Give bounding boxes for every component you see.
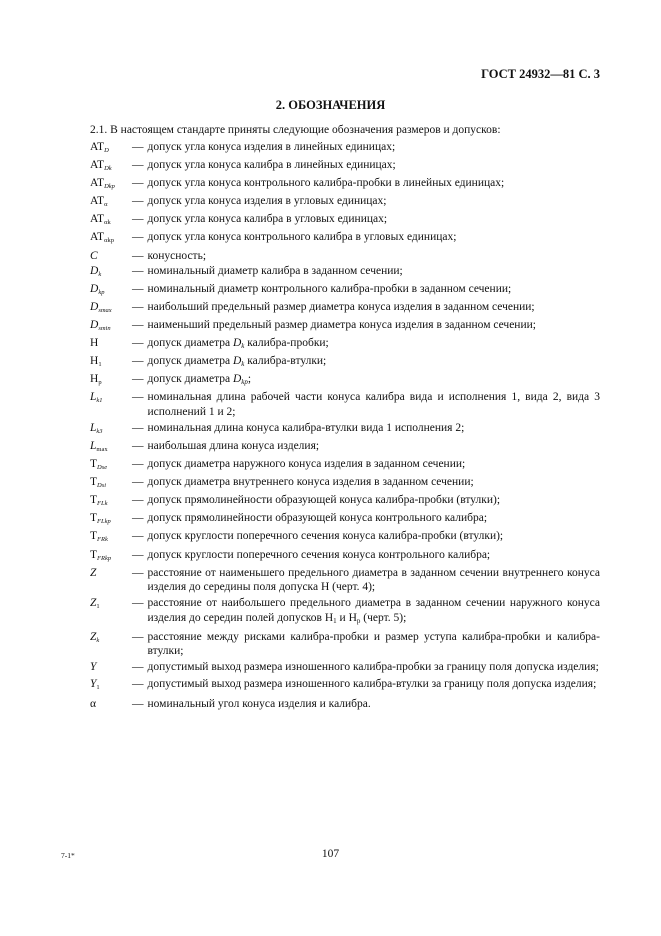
symbol: $AT_{Dkp}$: [90, 177, 115, 191]
symbol: $T_{FLk}$: [90, 494, 108, 508]
definition-text: наименьший предельный размер диаметра конуса изделия в заданном сечении;: [147, 318, 536, 331]
definition-text: номинальный диаметр калибра в заданном сечении;: [147, 264, 403, 277]
definition-text: наибольший предельный размер диаметра конуса изделия в заданном сечении;: [147, 300, 535, 313]
definition-row: $Z_k$ — расстояние между рисками калибра-пробки и размер уступа калибра-пробки и калибра-втулки;: [90, 630, 600, 658]
symbol: $AT_{\alpha kp}$: [90, 231, 114, 245]
definition-text: конусность;: [147, 249, 207, 262]
definition-row: $AT_{\alpha k}$ — допуск угла конуса калибра в угловых единицах;: [90, 212, 600, 230]
symbol: $T_{FRk}$: [90, 530, 108, 544]
definition-text: допуск круглости поперечного сечения конуса калибра-пробки (втулки);: [147, 530, 504, 543]
symbol: $AT_{Dk}$: [90, 159, 112, 173]
definition-text: номинальный угол конуса изделия и калибра.: [147, 698, 371, 711]
symbol: $AT_\alpha$: [90, 195, 108, 209]
definition-text: допустимый выход размера изношенного калибра-пробки за границу поля допуска изделия;: [147, 661, 599, 674]
definition-row: α — номинальный угол конуса изделия и калибра.: [90, 697, 600, 712]
definition-row: $L_{k1}$ — номинальная длина рабочей части конуса калибра вида и исполнения 1, вида 2, вида 3 исполнений 1 и 2;: [90, 391, 600, 418]
definition-row: $Z_1$ — расстояние от наибольшего предельного диаметра в заданном сечении наружного конуса изделия до середин полей допусков $H_1$ и $H_p$ (черт. 5);: [90, 596, 600, 628]
symbol: $Z_k$: [90, 630, 100, 644]
definition-row: $AT_D$ — допуск угла конуса изделия в линейных единицах;: [90, 140, 600, 158]
symbol: $D_{smin}$: [90, 318, 111, 332]
definition-text: допуск диаметра $D_k$ калибра-втулки;: [147, 355, 327, 369]
symbol: $T_{Dse}$: [90, 458, 108, 472]
definition-text: допуск диаметра наружного конуса изделия в заданном сечении;: [147, 458, 466, 471]
definition-text: допуск диаметра $D_{kp}$;: [147, 373, 252, 387]
definition-row: Z — расстояние от наименьшего предельного диаметра в заданном сечении внутреннего конуса изделия до середины поля допуска H (черт. 4);: [90, 566, 600, 593]
definition-text: расстояние между рисками калибра-пробки и размер уступа калибра-пробки и калибра-втулки;: [147, 630, 600, 658]
symbol: $L_{k3}$: [90, 421, 103, 435]
definition-text: допуск угла конуса изделия в линейных единицах;: [147, 141, 396, 153]
symbol: $AT_D$: [90, 141, 109, 154]
definition-row: $AT_{Dkp}$ — допуск угла конуса контрольного калибра-пробки в линейных единицах;: [90, 176, 600, 194]
definition-row: $D_k$ — номинальный диаметр калибра в заданном сечении;: [90, 264, 600, 282]
intro-paragraph: 2.1. В настоящем стандарте приняты следующие обозначения размеров и допусков:: [90, 124, 501, 136]
symbol: $D_{smax}$: [90, 300, 112, 314]
symbol: $H_1$: [90, 355, 102, 369]
definition-row: C — конусность;: [90, 249, 600, 264]
symbol: $Z_1$: [90, 597, 100, 611]
definition-text: допуск угла конуса контрольного калибра-пробки в линейных единицах;: [147, 177, 505, 190]
signature-mark: 7-1*: [61, 851, 75, 860]
definition-row: $D_{kp}$ — номинальный диаметр контрольного калибра-пробки в заданном сечении;: [90, 282, 600, 300]
section-title: 2. ОБОЗНАЧЕНИЯ: [275, 98, 386, 112]
definition-text: допустимый выход размера изношенного калибра-втулки за границу поля допуска изделия;: [147, 677, 597, 690]
page-number: 107: [321, 848, 340, 860]
definition-row: $T_{Dse}$ — допуск диаметра наружного конуса изделия в заданном сечении;: [90, 457, 600, 475]
definition-text: допуск угла конуса калибра в линейных единицах;: [147, 159, 396, 172]
definition-row: H — допуск диаметра $D_k$ калибра-пробки;: [90, 336, 600, 354]
definition-text: расстояние от наибольшего предельного диаметра в заданном сечении наружного конуса изделия до середин полей допусков $H_1$ и $H_p$ (черт. 5);: [147, 597, 600, 625]
definition-text: допуск прямолинейности образующей конуса калибра-пробки (втулки);: [147, 494, 501, 507]
symbol: Y: [90, 661, 97, 674]
symbol: $H_p$: [90, 373, 102, 387]
definition-text: допуск прямолинейности образующей конуса контрольного калибра;: [147, 512, 488, 525]
symbol: $D_k$: [90, 264, 102, 278]
definition-row: $AT_{Dk}$ — допуск угла конуса калибра в линейных единицах;: [90, 158, 600, 176]
symbol: $T_{Dsi}$: [90, 476, 107, 490]
definition-text: допуск круглости поперечного сечения конуса контрольного калибра;: [147, 548, 491, 561]
definition-row: $H_p$ — допуск диаметра $D_{kp}$;: [90, 372, 600, 390]
symbol: α: [90, 698, 97, 711]
definition-text: номинальная длина конуса калибра-втулки вида 1 исполнения 2;: [147, 421, 465, 434]
definition-row: $D_{smax}$ — наибольший предельный размер диаметра конуса изделия в заданном сечении;: [90, 300, 600, 318]
definition-row: $AT_\alpha$ — допуск угла конуса изделия в угловых единицах;: [90, 194, 600, 212]
symbol: $Y_1$: [90, 677, 100, 691]
definition-text: расстояние от наименьшего предельного диаметра в заданном сечении внутреннего конуса изделия до середины поля допуска H (черт. 4);: [147, 566, 600, 593]
definition-row: $D_{smin}$ — наименьший предельный размер диаметра конуса изделия в заданном сечении;: [90, 318, 600, 336]
definition-row: $T_{Dsi}$ — допуск диаметра внутреннего конуса изделия в заданном сечении;: [90, 475, 600, 493]
definition-row: $H_1$ — допуск диаметра $D_k$ калибра-втулки;: [90, 354, 600, 372]
symbol: $L_{k1}$: [90, 391, 103, 405]
definition-row: $T_{FLk}$ — допуск прямолинейности образующей конуса калибра-пробки (втулки);: [90, 493, 600, 511]
symbol: $D_{kp}$: [90, 282, 105, 296]
definition-text: номинальная длина рабочей части конуса калибра вида и исполнения 1, вида 2, вида 3 исполнений 1 и 2;: [147, 391, 600, 418]
definition-text: допуск угла конуса изделия в угловых единицах;: [147, 195, 387, 208]
symbol: C: [90, 249, 98, 262]
definition-text: допуск угла конуса калибра в угловых единицах;: [147, 213, 388, 226]
symbol: $T_{FLkp}$: [90, 512, 111, 526]
symbol: H: [90, 337, 99, 350]
definitions-list: [90, 140, 600, 712]
definition-row: $T_{FRkp}$ — допуск круглости поперечного сечения конуса контрольного калибра;: [90, 548, 600, 566]
definition-text: допуск угла конуса контрольного калибра в угловых единицах;: [147, 231, 457, 244]
definition-text: допуск диаметра $D_k$ калибра-пробки;: [147, 337, 329, 351]
definition-row: $AT_{\alpha kp}$ — допуск угла конуса контрольного калибра в угловых единицах;: [90, 230, 600, 248]
definition-text: наибольшая длина конуса изделия;: [147, 440, 320, 452]
definition-row: Y — допустимый выход размера изношенного калибра-пробки за границу поля допуска изделия;: [90, 661, 599, 674]
symbol: $AT_{\alpha k}$: [90, 213, 111, 227]
definition-text: номинальный диаметр контрольного калибра-пробки в заданном сечении;: [147, 282, 512, 295]
definition-row: $T_{FLkp}$ — допуск прямолинейности образующей конуса контрольного калибра;: [90, 511, 600, 529]
definition-row: $L_{max}$ — наибольшая длина конуса изделия;: [90, 439, 600, 457]
definition-row: $L_{k3}$ — номинальная длина конуса калибра-втулки вида 1 исполнения 2;: [90, 421, 600, 439]
running-header: ГОСТ 24932—81 С. 3: [481, 67, 600, 81]
definition-row: $Y_1$ — допустимый выход размера изношенного калибра-втулки за границу поля допуска изделия;: [90, 677, 600, 695]
symbol: $T_{FRkp}$: [90, 548, 112, 562]
definition-text: допуск диаметра внутреннего конуса изделия в заданном сечении;: [147, 476, 474, 489]
symbol: $L_{max}$: [90, 440, 108, 453]
definition-row: $T_{FRk}$ — допуск круглости поперечного сечения конуса калибра-пробки (втулки);: [90, 529, 600, 547]
symbol: Z: [90, 566, 97, 579]
